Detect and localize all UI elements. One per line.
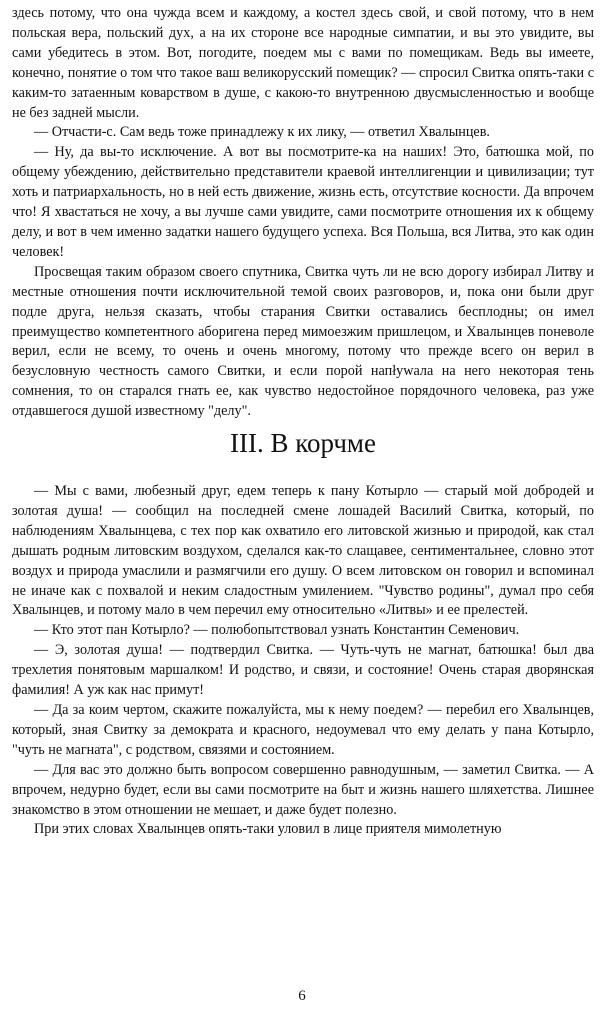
paragraph-9: — Для вас это должно быть вопросом совершенно равнодушным, — заметил Свитка. — А впрочем, недурно будет, если вы сами посмотрите на быт и жизнь нашего шляхетства. Лишнее знакомство в этом отношении не мешает, и даже будет полезно. — [12, 761, 594, 818]
paragraph-8: — Да за коим чертом, скажите пожалуйста, мы к нему поедем? — перебил его Хвалынцев, который, зная Свитку за демократа и красного, недоумевал что ему делать у пана Котырло, "чуть не магната", с родством, связями и состоянием. — [12, 702, 594, 758]
paragraph-10: При этих словах Хвалынцев опять-таки уловил в лице приятеля мимолетную — [34, 821, 502, 838]
paragraph-6: — Кто этот пан Котырло? — полюбопытствовал узнать Константин Семенович. — [34, 622, 520, 639]
page-body — [12, 4, 594, 840]
paragraph-7: — Э, золотая душа! — подтвердил Свитка. — Чуть-чуть не магнат, батюшка! был два трехлетия понятовым маршалком! И родство, и связи, и состояние! Очень старая дворянская фамилия! А уж как нас примут! — [12, 642, 594, 699]
paragraph-4: Просвещая таким образом своего спутника, Свитка чуть ли не всю дорогу избирал Литву и местные отношения почти исключительной темой своих разговоров, и, пока они были друг подле друга, нельзя сказать, чтобы старания Свитки оставались бесплодны; он имел преимущество компетентного аборигена перед мимоезжим пришлецом, и Хвалынцев поневоле верил, если не всему, то очень и очень многому, потому что прежде всего он верил в безусловную честность самого Свитки, и если порой напływала на него некоторая тень сомнения, то он старался гнать ее, как чувство недостойное порядочного человека, раз уже отдавшегося душой известному "делу". — [12, 263, 594, 420]
paragraph-2: — Отчасти-с. Сам ведь тоже принадлежу к их лику, — ответил Хвалынцев. — [34, 124, 490, 141]
chapter-title: III. В корчме — [230, 428, 376, 459]
paragraph-1: здесь потому, что она чужда всем и каждому, а костел здесь свой, и свой потому, что в нем польская вера, польский дух, а на их стороне все народные симпатии, и вы это увидите, вы сами убедитесь в этом. Вот, погодите, поедем мы с вами по помещикам. Ведь вы имеете, конечно, понятие о том что такое ваш великорусский помещик? — спросил Свитка опять-таки с каким-то затаенным коварством в душе, с какою-то внутренною двусмысленностью и вообще не без задней мысли. — [12, 5, 594, 121]
paragraph-3: — Ну, да вы-то исключение. А вот вы посмотрите-ка на наших! Это, батюшка мой, по общему убеждению, действительно представители краевой интеллигенции и цивилизации; тут хоть и патриархальность, но в ней есть движение, жизнь есть, отсутствие косности. Да впрочем что! Я хвастаться не хочу, а вы лучше сами увидите, сами посмотрите отношения их к общему делу, и вот в чем именно задатки нашего будущего успеха. Вся Польша, вся Литва, это как один человек! — [12, 144, 594, 260]
page-number: 6 — [298, 988, 306, 1004]
paragraph-5: — Мы с вами, любезный друг, едем теперь к пану Котырло — старый мой добродей и золотая душа! — сообщил на последней смене лошадей Василий Свитка, который, по наблюдениям Хвалынцева, с тех пор как охватило его литовской жизнью и природой, как стал дышать родным литовским воздухом, сделался как-то слащавее, сентиментальнее, словно этот воздух и природа умаслили и размягчили его душу. О всем литовском он говорил и вспоминал не иначе как с похвалой и неким сладостным умилением. "Чувство родины", думал про себя Хвалынцев, и потому мало в чем перечил ему относительно «Литвы» и ее прелестей. — [12, 483, 594, 619]
